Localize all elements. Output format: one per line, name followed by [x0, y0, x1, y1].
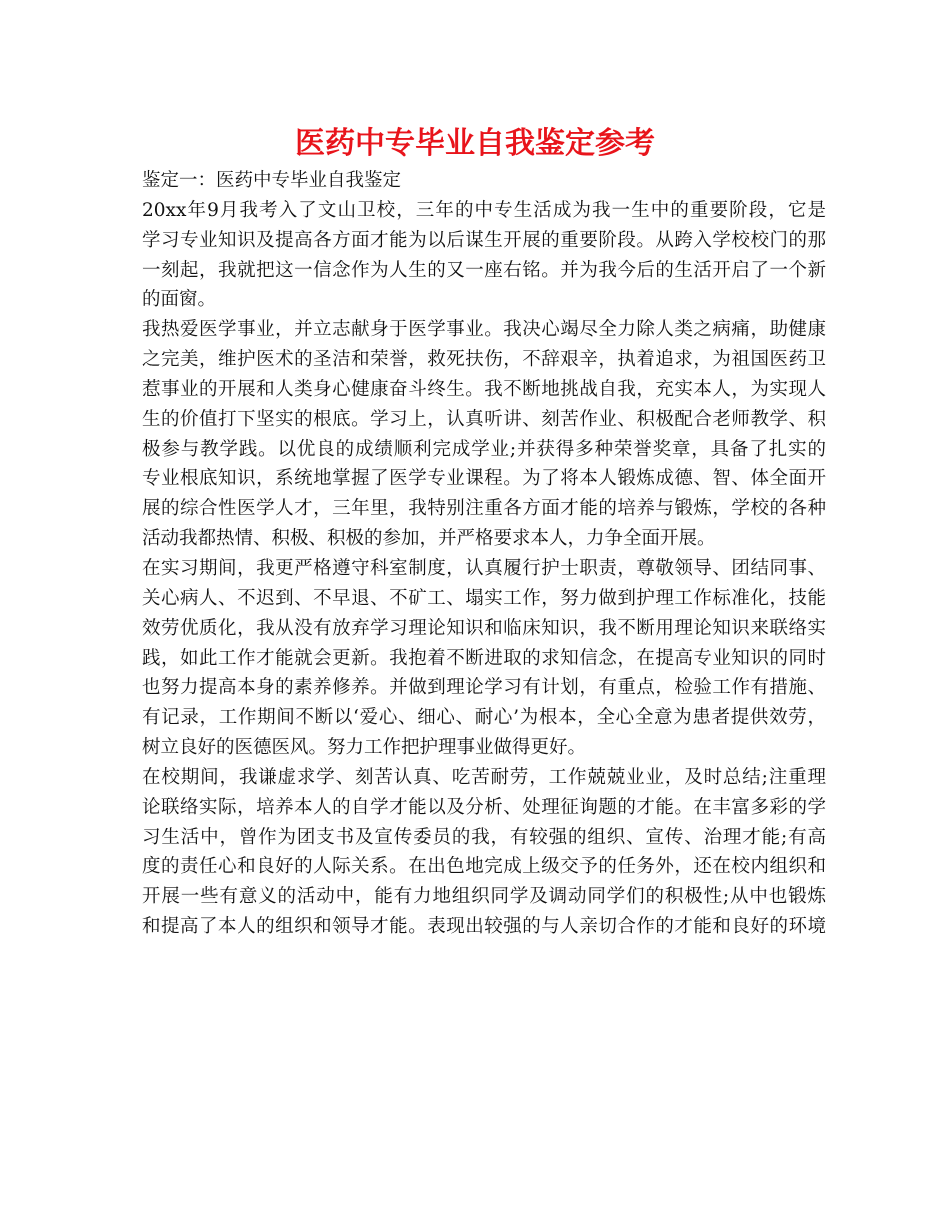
body-line: 一刻起，我就把这一信念作为人生的又一座右铭。并为我今后的生活开启了一个新 [142, 259, 826, 281]
body-line: 习生活中，曾作为团支书及宣传委员的我，有较强的组织、宣传、治理才能;有高 [142, 826, 826, 848]
body-line: 开展一些有意义的活动中，能有力地组织同学及调动同学们的积极性;从中也锻炼 [142, 886, 826, 908]
body-line: 在校期间，我谦虚求学、刻苦认真、吃苦耐劳，工作兢兢业业，及时总结;注重理 [142, 766, 826, 788]
body-line: 有记录，工作期间不断以‘爱心、细心、耐心’为根本，全心全意为患者提供效劳， [142, 707, 826, 729]
document-title: 医药中专毕业自我鉴定参考 [295, 126, 655, 161]
body-line: 极参与教学践。以优良的成绩顺利完成学业;并获得多种荣誉奖章，具备了扎实的 [142, 438, 826, 460]
body-line: 生的价值打下坚实的根底。学习上，认真听讲、刻苦作业、积极配合老师教学、积 [142, 408, 826, 430]
body-line: 关心病人、不迟到、不早退、不矿工、塌实工作，努力做到护理工作标准化，技能 [142, 587, 826, 609]
body-line: 的面窗。 [142, 289, 217, 311]
body-line: 践，如此工作才能就会更新。我抱着不断进取的求知信念，在提高专业知识的同时 [142, 647, 826, 669]
body-line: 也努力提高本身的素养修养。并做到理论学习有计划，有重点，检验工作有措施、 [142, 677, 826, 699]
body-line: 论联络实际，培养本人的自学才能以及分析、处理征询题的才能。在丰富多彩的学 [142, 796, 826, 818]
body-line: 在实习期间，我更严格遵守科室制度，认真履行护士职责，尊敬领导、团结同事、 [142, 557, 826, 579]
body-line: 树立良好的医德医风。努力工作把护理事业做得更好。 [142, 737, 587, 759]
body-line: 展的综合性医学人才，三年里，我特别注重各方面才能的培养与锻炼，学校的各种 [142, 498, 826, 520]
body-line: 之完美，维护医术的圣洁和荣誉，救死扶伤，不辞艰辛，执着追求，为祖国医药卫 [142, 349, 826, 371]
body-line: 惹事业的开展和人类身心健康奋斗终生。我不断地挑战自我，充实本人，为实现人 [142, 378, 826, 400]
document-body [142, 166, 826, 942]
body-line: 活动我都热情、积极、积极的参加，并严格要求本人，力争全面开展。 [142, 528, 716, 550]
body-line: 效劳优质化，我从没有放弃学习理论知识和临床知识，我不断用理论知识来联络实 [142, 617, 826, 639]
section-heading: 鉴定一：医药中专毕业自我鉴定 [142, 170, 402, 191]
body-line: 我热爱医学事业，并立志献身于医学事业。我决心竭尽全力除人类之病痛，助健康 [142, 319, 826, 341]
body-line: 度的责任心和良好的人际关系。在出色地完成上级交予的任务外，还在校内组织和 [142, 856, 826, 878]
body-line: 20xx年9月我考入了文山卫校，三年的中专生活成为我一生中的重要阶段，它是 [142, 199, 826, 221]
body-line: 学习专业知识及提高各方面才能为以后谋生开展的重要阶段。从跨入学校校门的那 [142, 229, 826, 251]
body-line: 和提高了本人的组织和领导才能。表现出较强的与人亲切合作的才能和良好的环境 [142, 916, 826, 938]
body-line: 专业根底知识，系统地掌握了医学专业课程。为了将本人锻炼成德、智、体全面开 [142, 468, 826, 490]
